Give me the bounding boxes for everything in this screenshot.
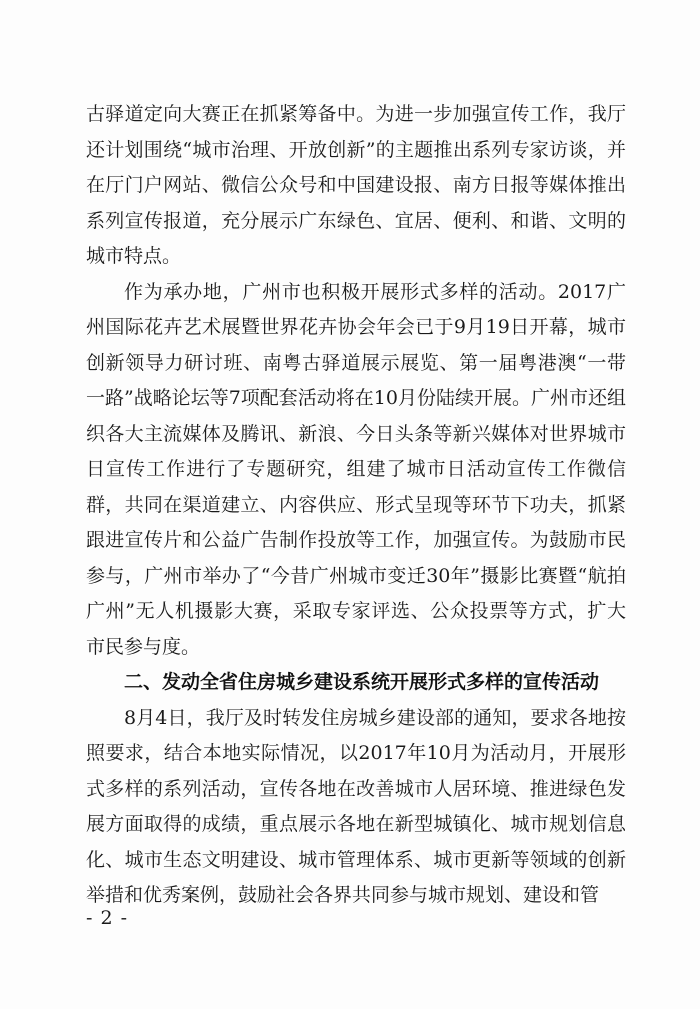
paragraph-guangzhou-activities: 作为承办地，广州市也积极开展形式多样的活动。2017广州国际花卉艺术展暨世界花卉协会年会已于9月19日开幕，城市创新领导力研讨班、南粤古驿道展示展览、第一届粤港澳“一带一路”战略论坛等7项配套活动将在10月份陆续开展。广州市还组织各大主流媒体及腾讯、新浪、今日头条等新兴媒体对世界城市日宣传工作进行了专题研究，组建了城市日活动宣传工作微信群，共同在渠道建立、内容供应、形式呈现等环节下功夫，抓紧跟进宣传片和公益广告制作投放等工作，加强宣传。为鼓励市民参与，广州市举办了“今昔广州城市变迁30年”摄影比赛暨“航拍广州”无人机摄影大赛，采取专家评选、公众投票等方式，扩大市民参与度。 [86,280,626,658]
paragraph-continuation: 古驿道定向大赛正在抓紧筹备中。为进一步加强宣传工作，我厅还计划围绕“城市治理、开放创新”的主题推出系列专家访谈，并在厅门户网站、微信公众号和中国建设报、南方日报等媒体推出系列宣传报道，充分展示广东绿色、宜居、便利、和谐、文明的城市特点。 [86,103,626,267]
page-number: - 2 - [86,907,129,929]
document-body [86,97,626,914]
paragraph-august-notice: 8月4日，我厅及时转发住房城乡建设部的通知，要求各地按照要求，结合本地实际情况，以2017年10月为活动月，开展形式多样的系列活动，宣传各地在改善城市人居环境、推进绿色发展方面取得的成绩，重点展示各地在新型城镇化、城市规划信息化、城市生态文明建设、城市管理体系、城市更新等领域的创新举措和优秀案例，鼓励社会各界共同参与城市规划、建设和管 [86,706,626,906]
section-heading: 二、发动全省住房城乡建设系统开展形式多样的宣传活动 [124,671,600,693]
